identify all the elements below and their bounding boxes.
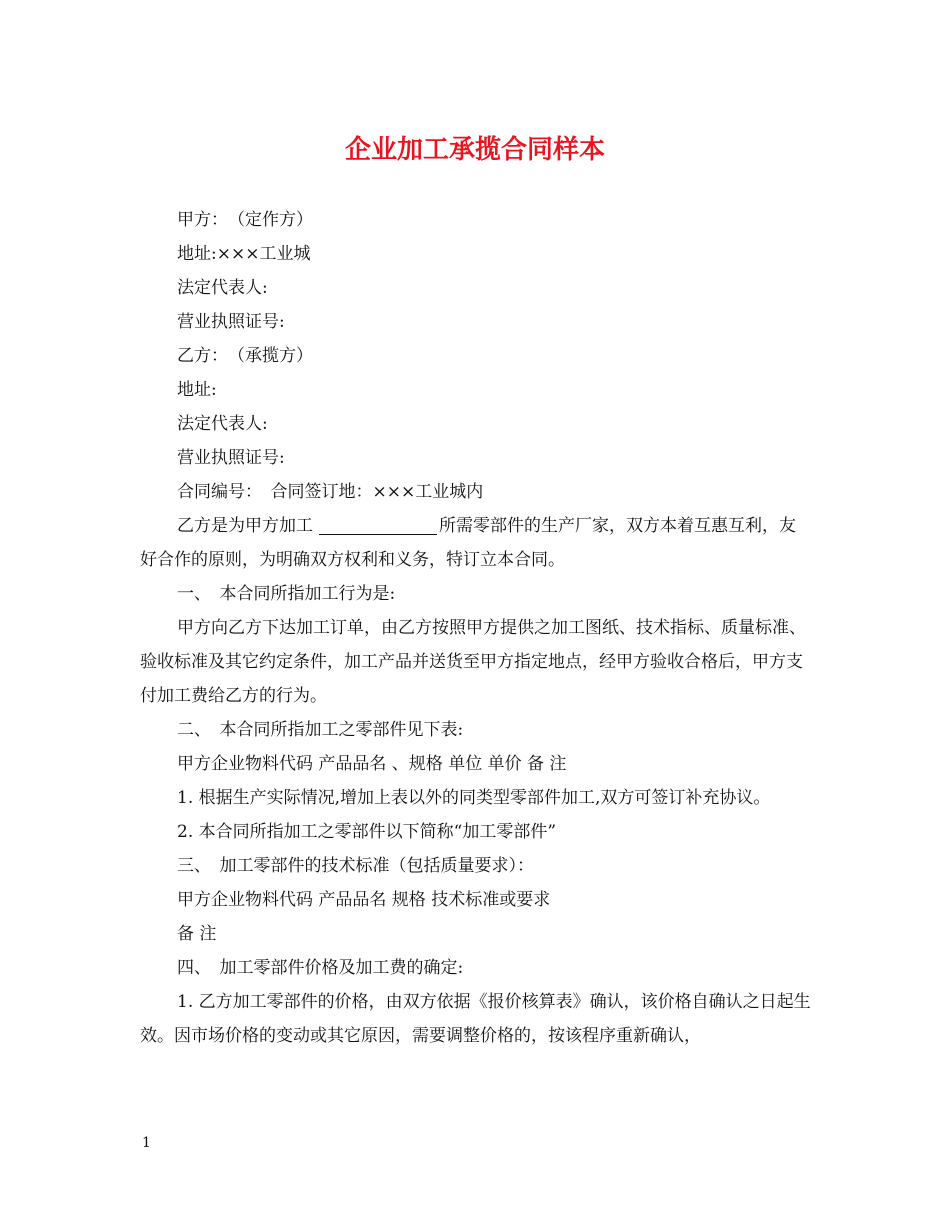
document-title: 企业加工承揽合同样本	[344, 135, 605, 165]
party-a-representative: 法定代表人:	[177, 278, 268, 298]
intro-text-start: 乙方是为甲方加工	[177, 516, 313, 536]
party-a-address: 地址:×××工业城	[177, 244, 311, 264]
intro-text-end: 所需零部件的生产厂家，双方本着互惠互利，友好合作的原则，为明确双方权利和义务，特订立本合同。	[140, 516, 796, 570]
party-b-line: 乙方： （承揽方）	[177, 346, 313, 366]
contract-number-line: 合同编号： 合同签订地：×××工业城内	[177, 482, 484, 502]
section-2-item-2: 2. 本合同所指加工之零部件以下简称“加工零部件”	[177, 822, 557, 842]
party-a-line: 甲方： （定作方）	[177, 210, 313, 230]
section-3-heading: 三、 加工零部件的技术标准（包括质量要求）：	[177, 856, 534, 876]
party-a-license: 营业执照证号:	[177, 312, 285, 332]
party-b-address: 地址:	[177, 380, 217, 400]
section-1-heading: 一、 本合同所指加工行为是:	[177, 584, 396, 604]
section-3-note: 备 注	[177, 924, 217, 944]
party-b-license: 营业执照证号:	[177, 448, 285, 468]
section-1-body: 甲方向乙方下达加工订单，由乙方按照甲方提供之加工图纸、技术指标、质量标准、验收标准及其它约定条件，加工产品并送货至甲方指定地点，经甲方验收合格后，甲方支付加工费给乙方的行为。	[140, 618, 806, 706]
section-3-table-header: 甲方企业物料代码 产品品名 规格 技术标准或要求	[177, 890, 551, 910]
intro-paragraph	[140, 509, 812, 577]
section-2-table-header: 甲方企业物料代码 产品品名 、规格 单位 单价 备 注	[177, 754, 567, 774]
section-2-item-1: 1. 根据生产实际情况,增加上表以外的同类型零部件加工,双方可签订补充协议。	[177, 788, 771, 808]
section-4-item-1: 1. 乙方加工零部件的价格，由双方依据《报价核算表》确认，该价格自确认之日起生效。因市场价格的变动或其它原因，需要调整价格的，按该程序重新确认，	[140, 992, 811, 1046]
document-body	[140, 203, 812, 1053]
party-b-representative: 法定代表人:	[177, 414, 268, 434]
page-number: 1	[142, 1135, 151, 1151]
section-2-heading: 二、 本合同所指加工之零部件见下表:	[177, 720, 464, 740]
section-4-heading: 四、 加工零部件价格及加工费的确定:	[177, 958, 464, 978]
fill-in-blank	[319, 514, 437, 535]
